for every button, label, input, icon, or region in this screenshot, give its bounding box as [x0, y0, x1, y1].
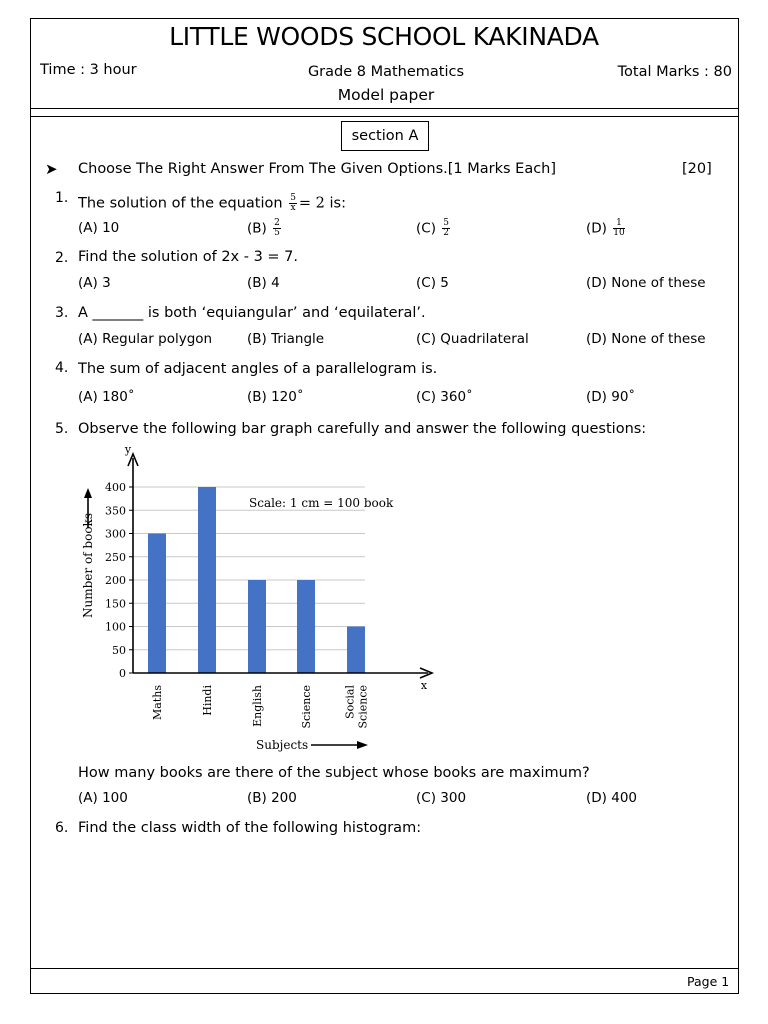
- question-text-after: is:: [329, 195, 346, 212]
- question-subtext: How many books are there of the subject whose books are maximum?: [78, 765, 590, 781]
- option-b: (B) $\frac{2}{5}$: [247, 218, 280, 238]
- option-a: (A) 3: [78, 275, 111, 291]
- chart-annotation: Scale: 1 cm = 100 book: [249, 496, 394, 510]
- x-tick-label: Hindi: [201, 685, 214, 716]
- grade-label: Grade 8 Mathematics: [307, 64, 465, 80]
- instruction-text: Choose The Right Answer From The Given Options.[1 Marks Each]: [78, 161, 557, 177]
- footer-divider: [30, 968, 739, 969]
- option-c: (C) 300: [416, 790, 467, 806]
- question-text: Observe the following bar graph carefully and answer the following questions:: [78, 421, 647, 437]
- question-text: The sum of adjacent angles of a parallelogram is.: [78, 361, 438, 377]
- question-text: Find the class width of the following histogram:: [78, 820, 422, 836]
- time-label: Time : 3 hour: [40, 62, 137, 78]
- equation-fraction: $\frac{5}{x}$: [290, 193, 296, 213]
- question-number: 5.: [55, 421, 69, 437]
- option-d: (D) 90˚: [586, 389, 636, 405]
- x-axis-letter: x: [420, 679, 428, 692]
- option-c: (C) $\frac{5}{2}$: [416, 218, 449, 238]
- x-tick-label: English: [251, 685, 264, 727]
- question-number: 4.: [55, 360, 69, 376]
- question-text: A _______ is both ‘equiangular’ and ‘equilateral’.: [78, 305, 426, 321]
- option-b: (B) 120˚: [247, 389, 304, 405]
- header-divider: [30, 108, 739, 109]
- y-tick-label: 250: [105, 550, 126, 564]
- y-tick-label: 0: [119, 667, 126, 680]
- option-c: (C) 5: [416, 275, 449, 291]
- option-a: (A) 180˚: [78, 389, 135, 405]
- option-b: (B) Triangle: [247, 331, 325, 347]
- x-axis-label: Subjects: [256, 738, 309, 752]
- y-tick-label: 50: [112, 643, 126, 657]
- section-title: section A: [341, 121, 429, 151]
- option-a: (A) 10: [78, 220, 120, 236]
- question-number: 3.: [55, 305, 69, 321]
- question-text-before: The solution of the equation: [78, 195, 283, 212]
- x-tick-label: Science: [356, 685, 370, 729]
- question-number: 6.: [55, 820, 69, 836]
- option-d: (D) 400: [586, 790, 638, 806]
- y-tick-label: 350: [105, 504, 126, 518]
- option-c: (C) Quadrilateral: [416, 331, 529, 347]
- bullet-arrow-icon: ➤: [45, 160, 58, 178]
- y-axis-label: Number of books: [81, 513, 95, 618]
- option-c: (C) 360˚: [416, 389, 473, 405]
- option-a: (A) 100: [78, 790, 128, 806]
- question-number: 2.: [55, 250, 69, 266]
- x-tick-label: Social: [343, 685, 357, 719]
- y-tick-label: 400: [105, 481, 126, 494]
- option-b: (B) 200: [247, 790, 297, 806]
- x-tick-label: Science: [300, 685, 313, 729]
- instruction-marks: [20]: [682, 161, 712, 177]
- header-divider-2: [30, 116, 739, 117]
- question-text: [78, 194, 346, 213]
- question-text: Find the solution of 2x - 3 = 7.: [78, 249, 299, 265]
- equation-rest: = 2: [298, 195, 325, 212]
- y-axis-letter: y: [124, 443, 132, 456]
- y-tick-label: 150: [105, 597, 126, 611]
- school-name: LITTLE WOODS SCHOOL KAKINADA: [169, 22, 599, 51]
- y-tick-label: 100: [105, 620, 126, 634]
- y-tick-label: 300: [105, 527, 126, 541]
- page-number: Page 1: [687, 974, 730, 989]
- y-tick-label: 200: [105, 574, 126, 587]
- question-number: 1.: [55, 190, 69, 206]
- option-a: (A) Regular polygon: [78, 331, 213, 347]
- option-d: (D) None of these: [586, 275, 706, 291]
- x-tick-label: Maths: [151, 685, 164, 720]
- option-d: (D) $\frac{1}{10}$: [586, 218, 625, 238]
- option-d: (D) None of these: [586, 331, 706, 347]
- paper-title: Model paper: [337, 86, 435, 104]
- total-marks-label: Total Marks : 80: [617, 64, 732, 80]
- option-b: (B) 4: [247, 275, 280, 291]
